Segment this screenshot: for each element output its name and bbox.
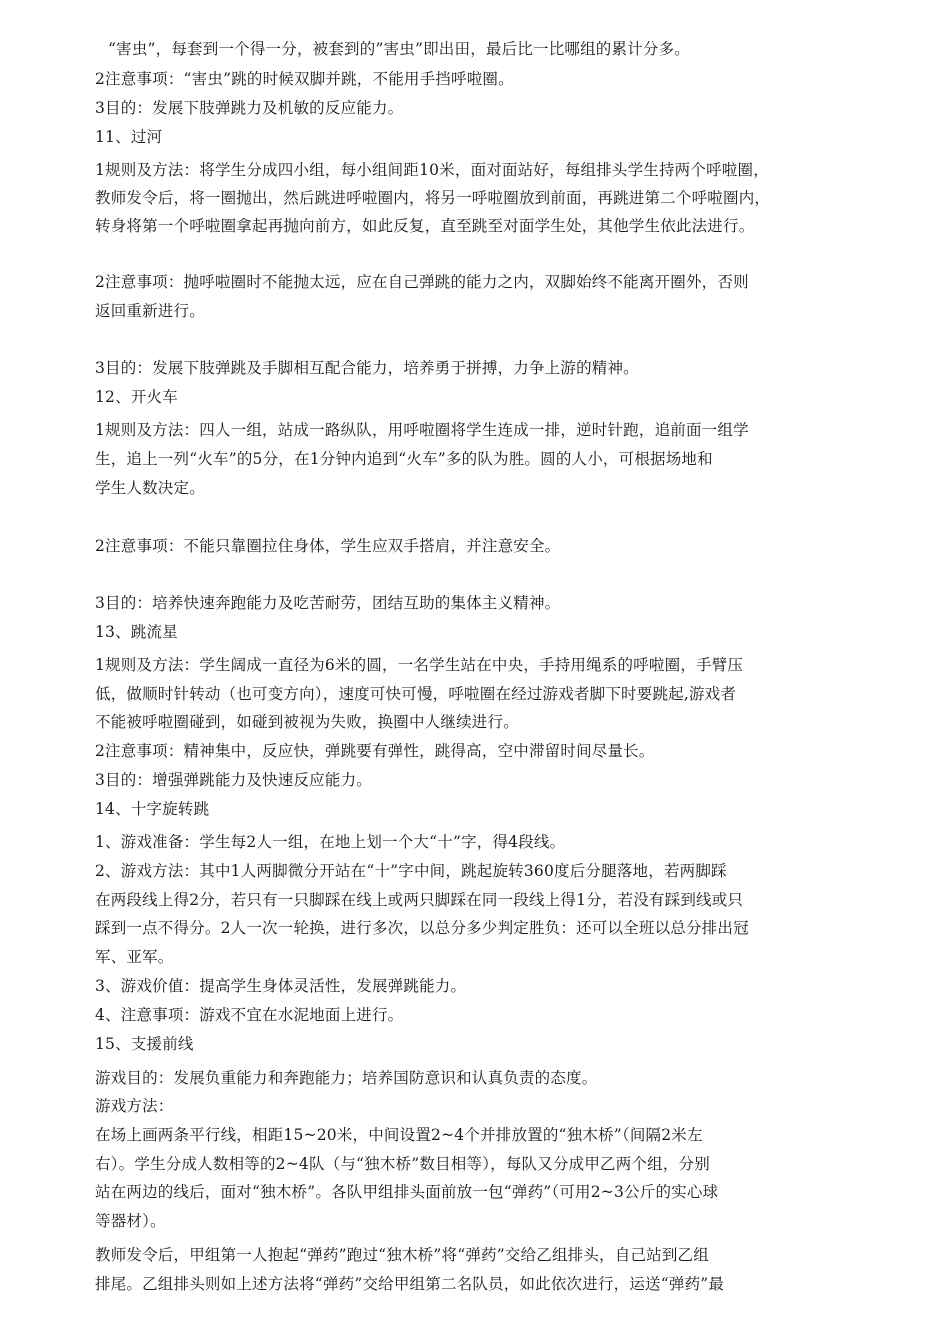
text-line: 站在两边的线后，面对“独木桥”。各队甲组排头面前放一包“弹药”（可用2~3公斤的实心球 — [95, 1183, 719, 1201]
text-line: 等器材）。 — [95, 1212, 166, 1230]
text-line: 1、游戏准备：学生每2人一组，在地上划一个大“十”字，得4段线。 — [95, 833, 566, 851]
text-line: 教师发令后，甲组第一人抱起“弹药”跑过“独木桥”将“弹药”交给乙组排头，自己站到乙组 — [95, 1246, 709, 1264]
text-line: 1规则及方法：学生阔成一直径为6米的圆，一名学生站在中央，手持用绳系的呼啦圈，手臂压 — [95, 656, 744, 674]
text-line: 学生人数决定。 — [95, 479, 205, 497]
text-line: 1规则及方法：四人一组，站成一路纵队，用呼啦圈将学生连成一排，逆时针跑，追前面一组学 — [95, 421, 749, 439]
text-line: 游戏方法： — [95, 1097, 174, 1115]
text-line: 2注意事项：“害虫”跳的时候双脚并跳，不能用手挡呼啦圈。 — [95, 70, 514, 88]
text-line: 低，做顺时针转动（也可变方向），速度可快可慢，呼啦圈在经过游戏者脚下时要跳起,游戏者 — [95, 685, 737, 703]
text-line: 转身将第一个呼啦圈拿起再抛向前方，如此反复，直至跳至对面学生处，其他学生依此法进行。 — [95, 217, 755, 235]
text-line: 不能被呼啦圈碰到，如碰到被视为失败，换圈中人继续进行。 — [95, 713, 519, 731]
text-line: 在两段线上得2分，若只有一只脚踩在线上或两只脚踩在同一段线上得1分，若没有踩到线或只 — [95, 891, 744, 909]
text-line: 1规则及方法：将学生分成四小组，每小组间距10米，面对面站好，每组排头学生持两个呼啦圈， — [95, 161, 769, 179]
text-line: 3目的：发展下肢弹跳力及机敏的反应能力。 — [95, 99, 404, 117]
text-line: “害虫”，每套到一个得一分，被套到的”害虫”即出田，最后比一比哪组的累计分多。 — [108, 40, 690, 58]
text-line: 3目的：发展下肢弹跳及手脚相互配合能力，培养勇于拼搏，力争上游的精神。 — [95, 359, 639, 377]
text-line: 3目的：培养快速奔跑能力及吃苦耐劳，团结互助的集体主义精神。 — [95, 594, 561, 612]
text-line: 右）。学生分成人数相等的2~4队（与“独木桥”数目相等），每队又分成甲乙两个组，分别 — [95, 1155, 710, 1173]
text-line: 2注意事项：精神集中，反应快，弹跳要有弹性，跳得高，空中滞留时间尽量长。 — [95, 742, 655, 760]
text-line: 2、游戏方法：其中1人两脚微分开站在“十”字中间，跳起旋转360度后分腿落地，若两脚踩 — [95, 862, 727, 880]
text-line: 踩到一点不得分。2人一次一轮换，进行多次，以总分多少判定胜负：还可以全班以总分排出冠 — [95, 919, 749, 937]
text-line: 2注意事项：抛呼啦圈时不能抛太远，应在自己弹跳的能力之内，双脚始终不能离开圈外，否则 — [95, 273, 749, 291]
text-line: 游戏目的：发展负重能力和奔跑能力；培养国防意识和认真负责的态度。 — [95, 1069, 598, 1087]
section-heading: 12、开火车 — [95, 388, 178, 406]
text-line: 生，追上一列“火车”的5分，在1分钟内追到“火车”多的队为胜。圆的人小，可根据场地和 — [95, 450, 713, 468]
section-heading: 13、跳流星 — [95, 623, 178, 641]
text-line: 3目的：增强弹跳能力及快速反应能力。 — [95, 771, 372, 789]
text-line: 3、游戏价值：提高学生身体灵活性，发展弹跳能力。 — [95, 977, 467, 995]
text-line: 教师发令后，将一圈抛出，然后跳进呼啦圈内，将另一呼啦圈放到前面，再跳进第二个呼啦圈内， — [95, 189, 771, 207]
section-heading: 15、支援前线 — [95, 1035, 194, 1053]
text-line: 军、亚军。 — [95, 948, 174, 966]
text-line: 返回重新进行。 — [95, 302, 205, 320]
text-line: 在场上画两条平行线，相距15~20米，中间设置2~4个并排放置的“独木桥”（间隔2米左 — [95, 1126, 703, 1144]
section-heading: 11、过河 — [95, 128, 163, 146]
section-heading: 14、十字旋转跳 — [95, 800, 210, 818]
text-line: 排尾。乙组排头则如上述方法将“弹药”交给甲组第二名队员，如此依次进行，运送“弹药”最 — [95, 1275, 725, 1293]
text-line: 4、注意事项：游戏不宜在水泥地面上进行。 — [95, 1006, 404, 1024]
text-line: 2注意事项：不能只靠圈拉住身体，学生应双手搭肩，并注意安全。 — [95, 537, 561, 555]
